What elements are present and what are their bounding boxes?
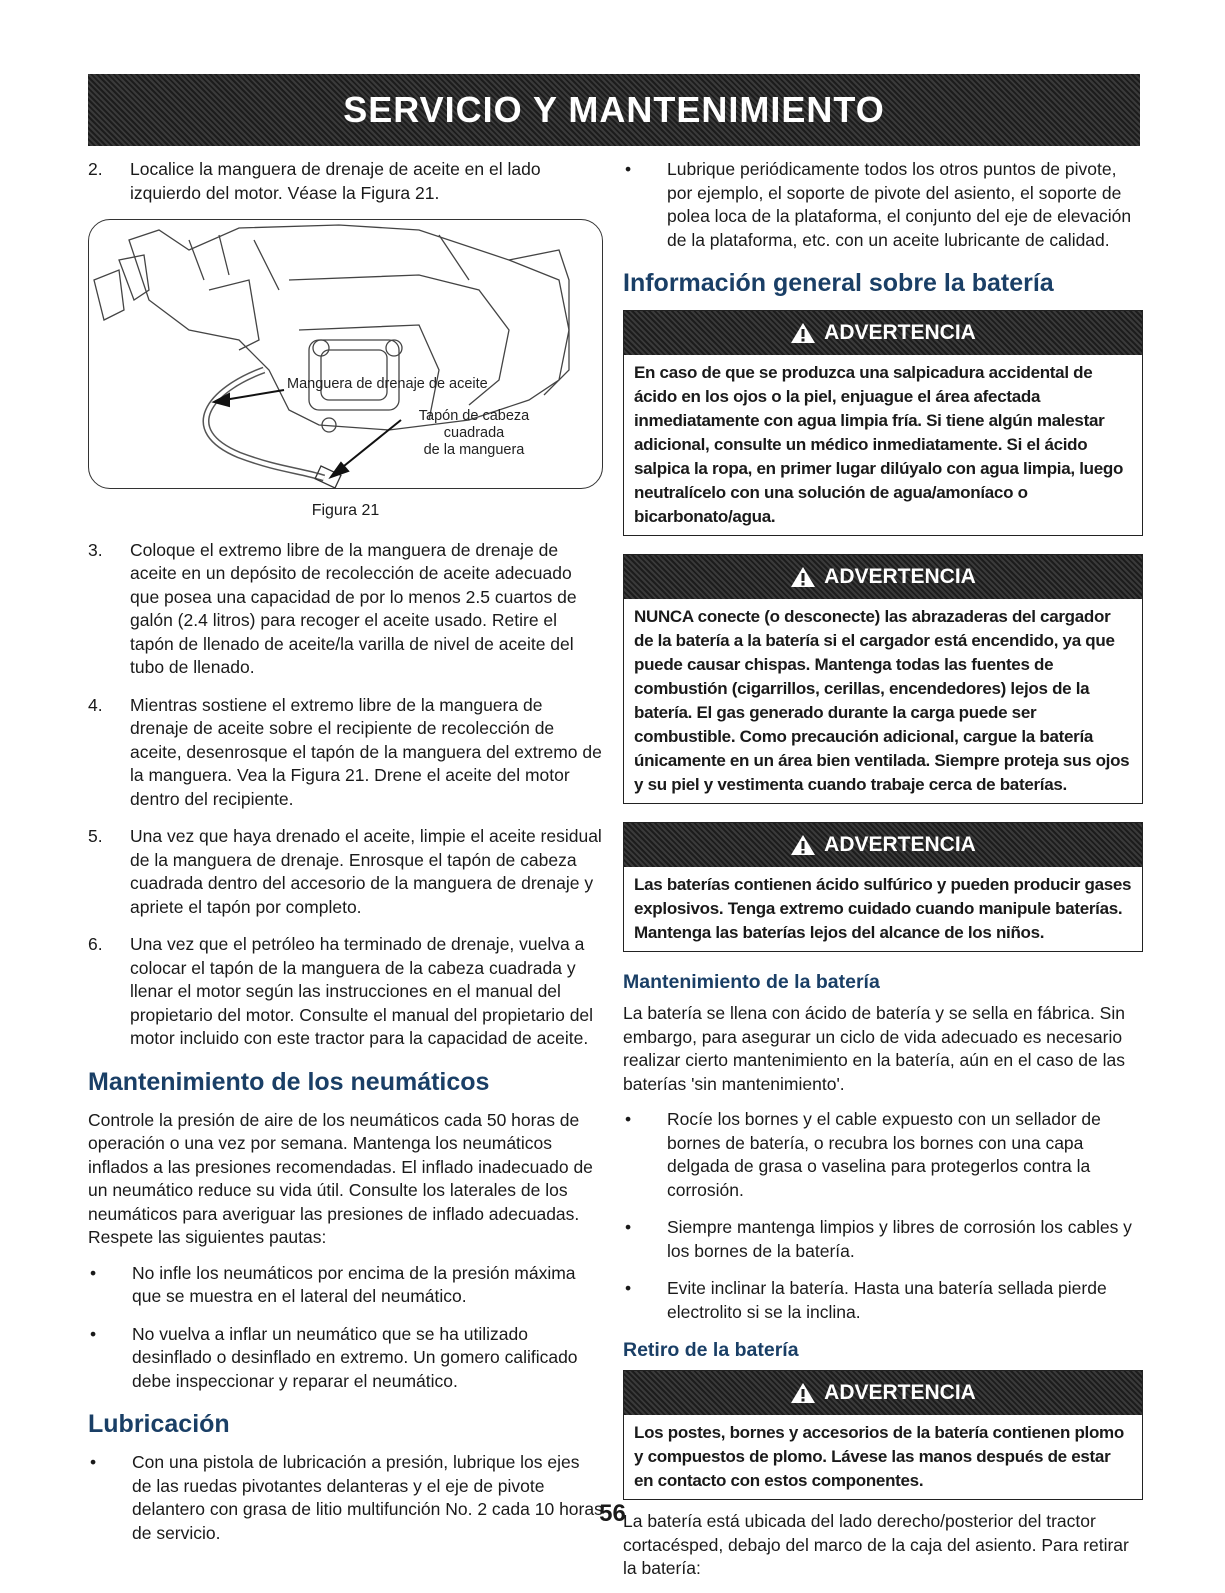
tires-bullet-2 <box>88 1323 603 1394</box>
tires-bullet-1 <box>88 1262 603 1309</box>
step-text: Una vez que haya drenado el aceite, limpie el aceite residual de la manguera de drenaje. Enrosque el tapón de cabeza cuadrada dentro del accesorio de la manguera de drenaje y apriete el tapón por completo. <box>130 826 602 917</box>
warning-triangle-icon <box>790 1382 816 1404</box>
bullet-text: Evite inclinar la batería. Hasta una batería sellada pierde electrolito si se la inclina. <box>667 1278 1107 1322</box>
bullet-text: Con una pistola de lubricación a presión, lubrique los ejes de las ruedas pivotantes delanteras y el eje de pivote delantero con grasa de litio multifunción No. 2 cada 10 horas de servicio. <box>132 1452 603 1543</box>
lubrication-bullet-1 <box>88 1451 603 1545</box>
warning-text: Los postes, bornes y accesorios de la batería contienen plomo y compuestos de plomo. Lávese las manos después de estar en contacto con estos componentes. <box>634 1423 1124 1490</box>
warning-label: ADVERTENCIA <box>824 1381 976 1405</box>
bullet-mark: • <box>625 1217 632 1237</box>
step-text: Mientras sostiene el extremo libre de la manguera de drenaje de aceite sobre el recipiente de recolección de aceite, desenrosque el tapón de la manguera del extremo de la manguera. Vea la Figura 21. Drene el aceite del motor dentro del recipiente. <box>130 694 602 809</box>
warning-header <box>624 823 1142 867</box>
maintenance-bullet-1 <box>623 1108 1143 1202</box>
warning-triangle-icon <box>790 834 816 856</box>
figure-caption: Figura 21 <box>311 502 380 519</box>
page-banner <box>88 74 1140 146</box>
warning-box-1 <box>623 310 1143 536</box>
step-number: 2. <box>88 159 103 179</box>
right-column <box>623 158 1143 1593</box>
step-2 <box>88 158 603 205</box>
banner-title: SERVICIO Y MANTENIMIENTO <box>343 89 885 130</box>
tires-heading: Mantenimiento de los neumáticos <box>88 1067 490 1096</box>
step-4 <box>88 694 603 812</box>
bullet-text: Rocíe los bornes y el cable expuesto con un sellador de bornes de batería, o recubra los bornes con una capa delgada de grasa o vaselina para protegerlos contra la corrosión. <box>667 1109 1101 1200</box>
maintenance-bullet-3 <box>623 1277 1143 1324</box>
warning-box-2 <box>623 554 1143 804</box>
bullet-mark: • <box>90 1262 97 1283</box>
warning-text: En caso de que se produzca una salpicadura accidental de ácido en los ojos o la piel, enjuague el área afectada inmediatamente con agua limpia fría. Si tiene algún malestar adicional, consulte un médico inmediatamente. Si el ácido salpica la ropa, en primer lugar dilúyalo con agua limpia, luego neutralícelo con una solución de agua/amoníaco o bicarbonato/agua. <box>634 363 1124 526</box>
warning-header <box>624 1371 1142 1415</box>
bullet-mark: • <box>625 159 632 179</box>
battery-maintenance-heading: Mantenimiento de la batería <box>623 971 880 993</box>
warning-triangle-icon <box>790 322 816 344</box>
step-number: 5. <box>88 826 103 846</box>
warning-label: ADVERTENCIA <box>824 833 976 857</box>
step-text: Coloque el extremo libre de la manguera de drenaje de aceite en un depósito de recolección de aceite adecuado que posea una capacidad de por lo menos 2.5 cuartos de galón (2.4 litros) para recoger el aceite usado. Retire el tapón de llenado de aceite/la varilla de nivel de aceite del tubo de llenado. <box>130 539 577 677</box>
battery-heading: Información general sobre la batería <box>623 269 1054 297</box>
warning-label: ADVERTENCIA <box>824 565 976 589</box>
warning-text: NUNCA conecte (o desconecte) las abrazaderas del cargador de la batería a la batería si el cargador está encendido, ya que puede causar chispas. Mantenga todas las fuentes de combustión (cigarrillos, cerillas, encendedores) lejos de la batería. El gas generado durante la carga puede ser combustible. Como precaución adicional, cargue la batería únicamente en un área bien ventilada. Siempre proteja sus ojos y su piel y vestimenta cuando trabaje cerca de baterías. <box>634 607 1130 794</box>
warning-text: Las baterías contienen ácido sulfúrico y pueden producir gases explosivos. Tenga extremo cuidado cuando manipule baterías. Mantenga las baterías lejos del alcance de los niños. <box>634 875 1132 942</box>
bullet-mark: • <box>625 1109 632 1129</box>
battery-removal-paragraph: La batería está ubicada del lado derecho/posterior del tractor cortacésped, debajo del marco de la caja del asiento. Para retirar la batería: <box>623 1511 1129 1578</box>
label-drain-hose: Manguera de drenaje de aceite <box>287 376 488 392</box>
label-square-cap-line1: Tapón de cabeza cuadrada <box>418 408 530 441</box>
warning-header <box>624 555 1142 599</box>
step-3 <box>88 539 603 680</box>
lubrication-bullet-2 <box>623 158 1143 252</box>
page-number: 56 <box>599 1500 626 1527</box>
bullet-mark: • <box>90 1452 97 1472</box>
step-number: 3. <box>88 539 103 560</box>
bullet-text: No infle los neumáticos por encima de la presión máxima que se muestra en el lateral del neumático. <box>132 1262 576 1306</box>
maintenance-bullet-2 <box>623 1216 1143 1263</box>
bullet-text: No vuelva a inflar un neumático que se ha utilizado desinflado o desinflado en extremo. Un gomero calificado debe inspeccionar y reparar el neumático. <box>132 1323 578 1391</box>
warning-label: ADVERTENCIA <box>824 321 976 345</box>
label-square-cap-line2: de la manguera <box>423 442 525 458</box>
step-6 <box>88 933 603 1051</box>
step-number: 4. <box>88 694 103 715</box>
bullet-mark: • <box>625 1278 632 1298</box>
warning-header <box>624 311 1142 355</box>
step-text: Localice la manguera de drenaje de aceite en el lado izquierdo del motor. Véase la Figura 21. <box>130 159 541 203</box>
battery-maintenance-paragraph: La batería se llena con ácido de batería y se sella en fábrica. Sin embargo, para asegurar un ciclo de vida adecuado es necesario realizar cierto mantenimiento en la batería, aún en el caso de las baterías 'sin mantenimiento'. <box>623 1003 1125 1094</box>
tires-paragraph: Controle la presión de aire de los neumáticos cada 50 horas de operación o una vez por semana. Mantenga los neumáticos inflados a las presiones recomendadas. El inflado inadecuado de un neumático reduce su vida útil. Consulte los laterales de los neumáticos para averiguar las presiones de inflado adecuadas. Respete las siguientes pautas: <box>88 1109 593 1247</box>
battery-removal-heading: Retiro de la batería <box>623 1339 799 1361</box>
bullet-text: Lubrique periódicamente todos los otros puntos de pivote, por ejemplo, el soporte de pivote del asiento, el soporte de polea loca de la plataforma, el conjunto del eje de elevación de la plataforma, etc. con un aceite lubricante de calidad. <box>667 159 1132 250</box>
step-5 <box>88 825 603 919</box>
bullet-text: Siempre mantenga limpios y libres de corrosión los cables y los bornes de la batería. <box>667 1217 1132 1261</box>
lubrication-heading: Lubricación <box>88 1410 230 1438</box>
left-column <box>88 158 603 1559</box>
warning-triangle-icon <box>790 566 816 588</box>
figure-21-illustration <box>88 219 603 489</box>
step-number: 6. <box>88 934 103 954</box>
warning-box-3 <box>623 822 1143 952</box>
step-text: Una vez que el petróleo ha terminado de drenaje, vuelva a colocar el tapón de la manguera de la cabeza cuadrada y llenar el motor según las instrucciones en el manual del propietario del motor. Consulte el manual del propietario del motor incluido con este tractor para la capacidad de aceite. <box>130 934 594 1048</box>
bullet-mark: • <box>90 1323 97 1344</box>
label-square-cap <box>389 408 559 459</box>
warning-box-4 <box>623 1370 1143 1500</box>
